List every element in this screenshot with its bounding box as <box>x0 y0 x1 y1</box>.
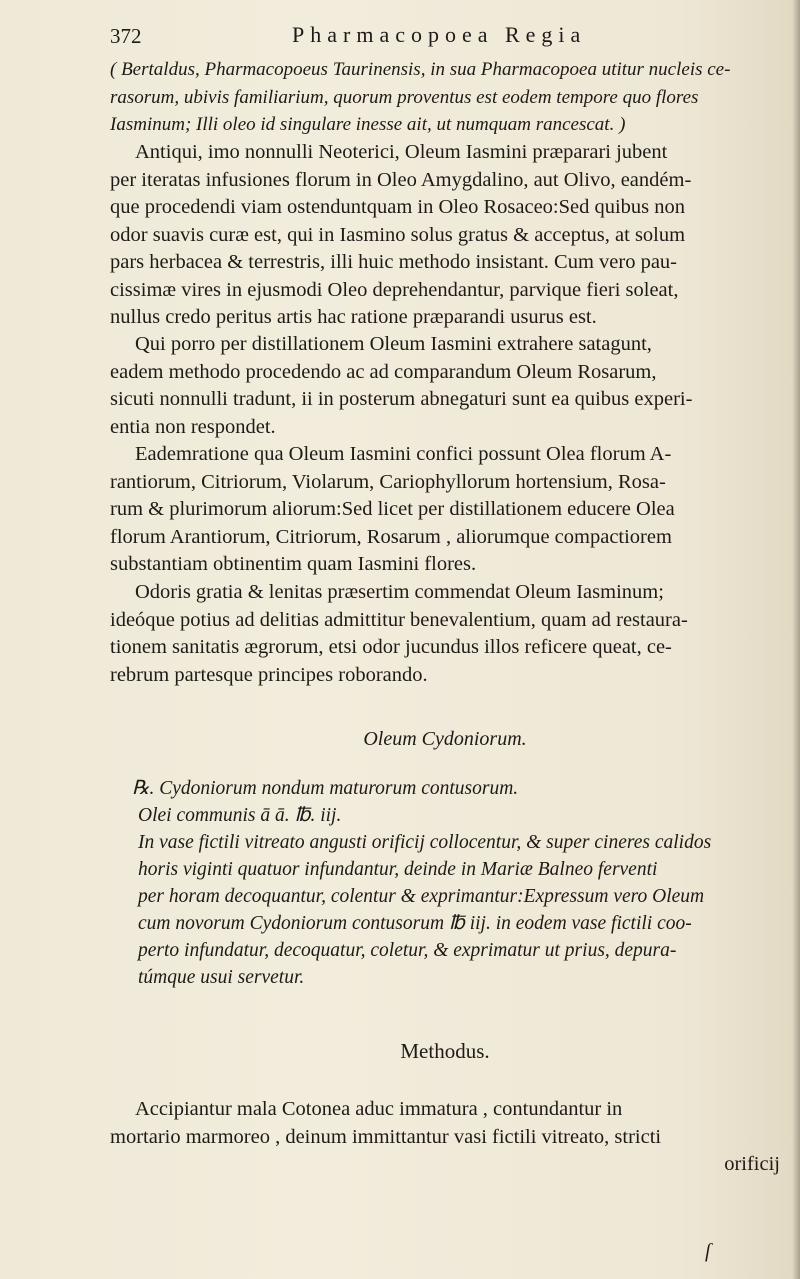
paragraph-line: Accipiantur mala Cotonea aduc immatura , contundantur in <box>135 1098 623 1120</box>
running-title: Pharmacopoea Regia <box>292 22 587 47</box>
paragraph-line: eadem methodo procedendo ac ad comparandum Oleum Rosarum, <box>110 360 657 383</box>
recipe-line: In vase fictili vitreato angusti orificij collocentur, & super cineres calidos <box>138 832 712 853</box>
paragraph-line: Odoris gratia & lenitas præsertim commendat Oleum Iasminum; <box>135 581 664 603</box>
catchword: orificij <box>724 1153 780 1175</box>
paragraph-line: sicuti nonnulli tradunt, ii in posterum abnegaturi sunt ea quibus experi- <box>110 388 693 410</box>
signature-mark: ſ <box>705 1240 711 1262</box>
methodus-heading-block <box>110 1038 780 1066</box>
recipe-heading-block <box>110 726 780 754</box>
bracketed-note <box>110 56 780 139</box>
methodus-heading: Methodus. <box>400 1039 490 1063</box>
paragraph-line: odor suavis curæ est, qui in Iasmino solus gratus & acceptus, at solum <box>110 223 686 246</box>
page-edge-shadow <box>792 0 800 1279</box>
recipe-line: horis viginti quatuor infundantur, deinde in Mariæ Balneo ferventi <box>138 859 658 880</box>
paragraph-line: rebrum partesque principes roborando. <box>110 663 428 686</box>
paragraph-4 <box>110 579 780 689</box>
paragraph-line: tionem sanitatis ægrorum, etsi odor jucundus illos reficere queat, ce- <box>110 636 672 658</box>
paragraph-1 <box>110 139 780 332</box>
recipe-line: ℞. Cydoniorum nondum maturorum contusorum. <box>132 778 519 799</box>
paragraph-line: nullus credo peritus artis hac ratione præparandi usurus est. <box>110 306 597 328</box>
running-head <box>110 22 800 52</box>
note-line: Iasminum; Illi oleo id singulare inesse ait, ut numquam rancescat. ) <box>110 114 626 135</box>
paragraph-line: per iteratas infusiones florum in Oleo Amygdalino, aut Olivo, eandém- <box>110 168 692 191</box>
paragraph-line: que procedendi viam ostenduntquam in Oleo Rosaceo:Sed quibus non <box>110 196 686 218</box>
paragraph-line: entia non respondet. <box>110 415 276 438</box>
paragraph-line: pars herbacea & terrestris, illi huic methodo insistant. Cum vero pau- <box>110 251 678 273</box>
recipe-line: túmque usui servetur. <box>138 967 305 988</box>
recipe-heading: Oleum Cydoniorum. <box>363 728 527 750</box>
note-line: ( Bertaldus, Pharmacopoeus Taurinensis, in sua Pharmacopoea utitur nucleis ce- <box>110 59 731 80</box>
paragraph-line: rum & plurimorum aliorum:Sed licet per distillationem educere Olea <box>110 498 675 520</box>
paragraph-line: cissimæ vires in ejusmodi Oleo deprehendantur, parvique fieri soleat, <box>110 278 679 301</box>
paragraph-2 <box>110 331 780 441</box>
paragraph-line: Qui porro per distillationem Oleum Iasmini extrahere satagunt, <box>135 333 652 355</box>
paragraph-line: mortario marmoreo , deinum immittantur vasi fictili vitreato, stricti <box>110 1125 662 1148</box>
recipe-line: per horam decoquantur, colentur & exprimantur:Expressum vero Oleum <box>138 886 705 907</box>
paragraph-line: Eademratione qua Oleum Iasmini confici possunt Olea florum A- <box>135 443 672 465</box>
paragraph-line: Antiqui, imo nonnulli Neoterici, Oleum Iasmini præparari jubent <box>135 141 668 163</box>
note-line: rasorum, ubivis familiarium, quorum proventus est eodem tempore quo flores <box>110 86 699 108</box>
recipe-block <box>110 775 780 991</box>
recipe-line: cum novorum Cydoniorum contusorum ℔ iij. in eodem vase fictili coo- <box>138 913 692 934</box>
paragraph-line: ideóque potius ad delitias admittitur benevalentium, quam ad restaura- <box>110 608 688 631</box>
paragraph-3 <box>110 441 780 579</box>
paragraph-line: florum Arantiorum, Citriorum, Rosarum , aliorumque compactiorem <box>110 525 672 548</box>
methodus-paragraph <box>110 1096 780 1179</box>
paragraph-line: substantiam obtinentim quam Iasmini flores. <box>110 553 477 575</box>
recipe-line: Olei communis ā ā. ℔. iij. <box>138 805 342 826</box>
page-number: 372 <box>110 24 142 48</box>
paragraph-line: rantiorum, Citriorum, Violarum, Cariophyllorum hortensium, Rosa- <box>110 470 666 493</box>
recipe-line: perto infundatur, decoquatur, coletur, & exprimatur ut prius, depura- <box>138 940 677 961</box>
